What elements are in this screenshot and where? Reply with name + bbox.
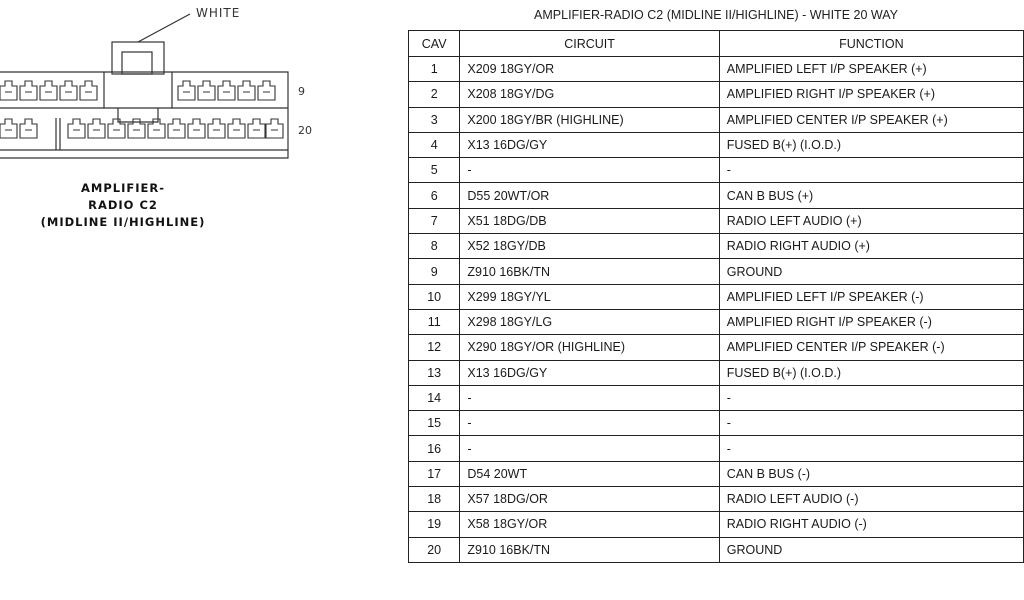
caption-line-1: AMPLIFIER- bbox=[81, 181, 165, 195]
pin-cavity bbox=[168, 119, 185, 138]
cavity-number: 18 bbox=[409, 487, 460, 512]
cavity-number: 4 bbox=[409, 132, 460, 157]
table-row bbox=[409, 208, 1024, 233]
pin-cavity bbox=[178, 81, 195, 100]
circuit-code: X299 18GY/YL bbox=[460, 284, 719, 309]
circuit-code: X208 18GY/DG bbox=[460, 82, 719, 107]
circuit-code: - bbox=[460, 436, 719, 461]
function-text: AMPLIFIED CENTER I/P SPEAKER (+) bbox=[719, 107, 1023, 132]
cavity-number: 13 bbox=[409, 360, 460, 385]
pin-cavity bbox=[0, 119, 17, 138]
table-row bbox=[409, 234, 1024, 259]
circuit-code: X13 16DG/GY bbox=[460, 132, 719, 157]
pin-cavity bbox=[20, 119, 37, 138]
circuit-code: D55 20WT/OR bbox=[460, 183, 719, 208]
cavity-number: 14 bbox=[409, 385, 460, 410]
table-title: AMPLIFIER-RADIO C2 (MIDLINE II/HIGHLINE) - WHITE 20 WAY bbox=[534, 8, 898, 22]
caption-line-3: (MIDLINE II/HIGHLINE) bbox=[40, 215, 206, 229]
pin-cavity bbox=[68, 119, 85, 138]
cavity-number: 12 bbox=[409, 335, 460, 360]
function-text: - bbox=[719, 411, 1023, 436]
table-row bbox=[409, 461, 1024, 486]
circuit-code: X57 18DG/OR bbox=[460, 487, 719, 512]
pin-cavity bbox=[266, 119, 283, 138]
function-text: GROUND bbox=[719, 537, 1023, 562]
leader-line bbox=[138, 14, 190, 42]
circuit-code: D54 20WT bbox=[460, 461, 719, 486]
pin-cavity bbox=[88, 119, 105, 138]
connector-caption bbox=[28, 180, 218, 231]
function-text: - bbox=[719, 385, 1023, 410]
cavity-number: 5 bbox=[409, 158, 460, 183]
cavity-number: 1 bbox=[409, 57, 460, 82]
pin-cavity bbox=[218, 81, 235, 100]
circuit-code: X51 18DG/DB bbox=[460, 208, 719, 233]
table-body bbox=[409, 57, 1024, 563]
pin-cavity bbox=[40, 81, 57, 100]
table-row bbox=[409, 309, 1024, 334]
cavity-number: 20 bbox=[409, 537, 460, 562]
row-label-20: 20 bbox=[298, 124, 312, 137]
cavity-number: 15 bbox=[409, 411, 460, 436]
table-row bbox=[409, 537, 1024, 562]
cavity-number: 8 bbox=[409, 234, 460, 259]
pin-cavity bbox=[228, 119, 245, 138]
function-text: - bbox=[719, 158, 1023, 183]
table-row bbox=[409, 284, 1024, 309]
cavity-number: 10 bbox=[409, 284, 460, 309]
function-text: AMPLIFIED RIGHT I/P SPEAKER (-) bbox=[719, 309, 1023, 334]
table-row bbox=[409, 82, 1024, 107]
table-row bbox=[409, 360, 1024, 385]
pinout-table bbox=[408, 30, 1024, 563]
table-row bbox=[409, 183, 1024, 208]
table-row bbox=[409, 487, 1024, 512]
table-row bbox=[409, 335, 1024, 360]
table-row bbox=[409, 512, 1024, 537]
function-text: CAN B BUS (+) bbox=[719, 183, 1023, 208]
function-text: AMPLIFIED LEFT I/P SPEAKER (-) bbox=[719, 284, 1023, 309]
pin-cavity bbox=[198, 81, 215, 100]
cavity-number: 9 bbox=[409, 259, 460, 284]
cavity-number: 16 bbox=[409, 436, 460, 461]
header-circuit: CIRCUIT bbox=[460, 31, 719, 57]
connector-diagram bbox=[0, 0, 300, 170]
function-text: AMPLIFIED LEFT I/P SPEAKER (+) bbox=[719, 57, 1023, 82]
header-function: FUNCTION bbox=[719, 31, 1023, 57]
pin-cavity bbox=[238, 81, 255, 100]
pin-cavity bbox=[60, 81, 77, 100]
function-text: RADIO LEFT AUDIO (+) bbox=[719, 208, 1023, 233]
function-text: RADIO RIGHT AUDIO (+) bbox=[719, 234, 1023, 259]
function-text: RADIO RIGHT AUDIO (-) bbox=[719, 512, 1023, 537]
circuit-code: X52 18GY/DB bbox=[460, 234, 719, 259]
function-text: AMPLIFIED RIGHT I/P SPEAKER (+) bbox=[719, 82, 1023, 107]
circuit-code: X209 18GY/OR bbox=[460, 57, 719, 82]
pin-cavity bbox=[188, 119, 205, 138]
cavity-number: 2 bbox=[409, 82, 460, 107]
table-header-row bbox=[409, 31, 1024, 57]
latch-tower bbox=[112, 42, 164, 74]
cavity-number: 17 bbox=[409, 461, 460, 486]
circuit-code: - bbox=[460, 385, 719, 410]
header-cav: CAV bbox=[409, 31, 460, 57]
function-text: GROUND bbox=[719, 259, 1023, 284]
table-row bbox=[409, 107, 1024, 132]
circuit-code: X290 18GY/OR (HIGHLINE) bbox=[460, 335, 719, 360]
function-text: CAN B BUS (-) bbox=[719, 461, 1023, 486]
pin-cavity bbox=[0, 81, 17, 100]
function-text: RADIO LEFT AUDIO (-) bbox=[719, 487, 1023, 512]
pin-cavities bbox=[0, 81, 283, 138]
caption-line-2: RADIO C2 bbox=[88, 198, 158, 212]
row-label-9: 9 bbox=[298, 85, 305, 98]
cavity-number: 7 bbox=[409, 208, 460, 233]
cavity-number: 6 bbox=[409, 183, 460, 208]
pin-cavity bbox=[208, 119, 225, 138]
pin-cavity bbox=[20, 81, 37, 100]
table-row bbox=[409, 411, 1024, 436]
pin-cavity bbox=[248, 119, 265, 138]
circuit-code: Z910 16BK/TN bbox=[460, 259, 719, 284]
function-text: AMPLIFIED CENTER I/P SPEAKER (-) bbox=[719, 335, 1023, 360]
cavity-number: 3 bbox=[409, 107, 460, 132]
cavity-number: 11 bbox=[409, 309, 460, 334]
cavity-number: 19 bbox=[409, 512, 460, 537]
circuit-code: Z910 16BK/TN bbox=[460, 537, 719, 562]
table-row bbox=[409, 436, 1024, 461]
function-text: - bbox=[719, 436, 1023, 461]
pin-cavity bbox=[80, 81, 97, 100]
circuit-code: - bbox=[460, 411, 719, 436]
circuit-code: X58 18GY/OR bbox=[460, 512, 719, 537]
table-row bbox=[409, 259, 1024, 284]
circuit-code: X298 18GY/LG bbox=[460, 309, 719, 334]
circuit-code: - bbox=[460, 158, 719, 183]
circuit-code: X200 18GY/BR (HIGHLINE) bbox=[460, 107, 719, 132]
table-row bbox=[409, 132, 1024, 157]
table-row bbox=[409, 158, 1024, 183]
connector-color-label: WHITE bbox=[196, 6, 241, 20]
circuit-code: X13 16DG/GY bbox=[460, 360, 719, 385]
function-text: FUSED B(+) (I.O.D.) bbox=[719, 360, 1023, 385]
function-text: FUSED B(+) (I.O.D.) bbox=[719, 132, 1023, 157]
table-row bbox=[409, 57, 1024, 82]
table-row bbox=[409, 385, 1024, 410]
pin-cavity bbox=[258, 81, 275, 100]
